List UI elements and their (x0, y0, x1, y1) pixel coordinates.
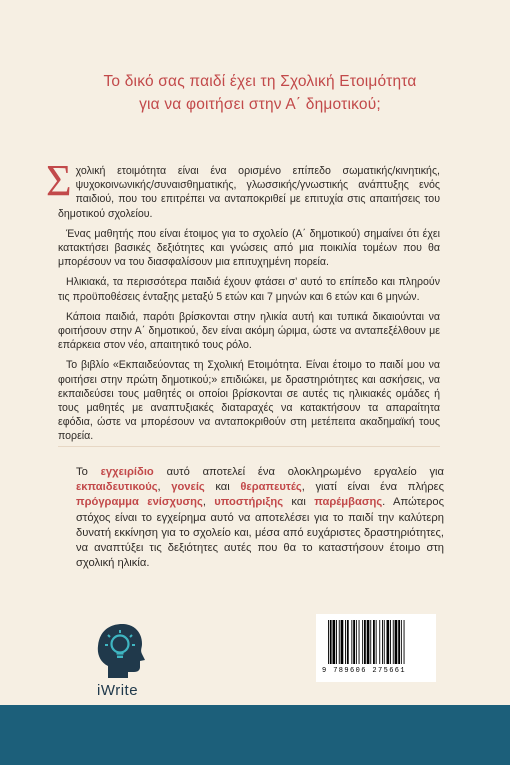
barcode (316, 614, 436, 682)
barcode-bar (351, 620, 352, 664)
summary-text-7: και (283, 496, 315, 509)
barcode-bar (404, 620, 405, 664)
paragraph-4: Κάποια παιδιά, παρότι βρίσκονται στην ηλικία αυτή και τυπικά δικαιούνται να φοιτήσουν στην Α΄ δημοτικού, δεν είναι ακόμη ώριμα, ώστε να ανταπεξέλθουν με επάρκεια στον νέο, απαιτητικό τους ρόλο. (58, 310, 440, 352)
barcode-bar (373, 620, 375, 664)
barcode-bar (353, 620, 355, 664)
paragraph-1-text: χολική ετοιμότητα είναι ένα ορισμένο επίπεδο σωματικής/κινητικής, ψυχοκοινωνικής/συναισθηματικής, γλωσσικής/γνωστικής ανάπτυξης ενός παιδιού, που του επιτρέπει να ανταποκριθεί με επιτυχία στις απαιτήσεις του δημοτικού σχολείου. (58, 165, 440, 220)
highlight-support-program: πρόγραμμα ενίσχυσης (76, 496, 203, 509)
barcode-bar (390, 620, 391, 664)
barcode-bar (401, 620, 402, 664)
barcode-bar (382, 620, 383, 664)
barcode-bar (370, 620, 371, 664)
highlight-therapists: θεραπευτές (240, 481, 302, 494)
title-line-2: για να φοιτήσει στην Α΄ δημοτικού; (139, 96, 381, 113)
barcode-bar (387, 620, 390, 664)
barcode-bar (333, 620, 336, 664)
barcode-bar (362, 620, 363, 664)
highlight-intervention: παρέμβασης (314, 496, 383, 509)
highlight-teachers: εκπαιδευτικούς (76, 481, 158, 494)
isbn-number: 9 789606 275661 (322, 667, 407, 675)
barcode-bar (379, 620, 380, 664)
barcode-bar (376, 620, 377, 664)
summary-text-8: . Απώτερος στόχος είναι το εγχείρημα αυτό να αποτελέσει για το παιδί την καλύτερη δυνατή εκκίνηση για το σχολείο και, μέσα από ευχάριστες δραστηριότητες, να αναπτύξει τις δεξιότητες αυτές που θα το καταστήσουν έτοιμο στη σχολική ηλικία. (76, 496, 444, 570)
paragraph-2: Ένας μαθητής που είναι έτοιμος για το σχολείο (Α΄ δημοτικού) σημαίνει ότι έχει κατακτήσει βασικές δεξιότητες και γνώσεις από μια ποικιλία τομέων που θα μπορέσουν να του διασφαλίσουν μια επιτυχημένη πορεία. (58, 227, 440, 269)
barcode-bars (326, 620, 426, 666)
barcode-bar (345, 620, 346, 664)
summary-text-4: και (204, 481, 241, 494)
summary-text-2: αυτό αποτελεί ένα ολοκληρωμένο εργαλείο για (153, 466, 445, 478)
summary-text-3: , (157, 481, 172, 494)
barcode-bar (336, 620, 337, 664)
paragraph-1 (46, 156, 440, 221)
highlight-handbook: εγχειρίδιο (100, 466, 154, 478)
barcode-bar (398, 620, 400, 664)
barcode-bar (339, 620, 340, 664)
summary-text-5: , γιατί είναι ένα πλήρες (301, 481, 445, 494)
barcode-bar (367, 620, 370, 664)
divider (58, 446, 440, 447)
cover-question-title (60, 70, 460, 116)
summary-text-1: Το (76, 466, 101, 478)
barcode-bar (359, 620, 360, 664)
barcode-bar (347, 620, 349, 664)
summary-text (76, 465, 444, 571)
summary-paragraph (76, 465, 444, 571)
footer-band (0, 705, 510, 765)
drop-cap: Σ (46, 156, 72, 205)
title-line-1: Το δικό σας παιδί έχει τη Σχολική Ετοιμότητα (103, 73, 417, 90)
publisher-name: iWrite (97, 682, 139, 699)
highlight-support: υποστήριξης (214, 496, 284, 509)
highlight-parents: γονείς (171, 481, 205, 494)
barcode-bar (330, 620, 332, 664)
barcode-bar (341, 620, 344, 664)
barcode-bar (364, 620, 366, 664)
summary-text-6: , (202, 496, 215, 509)
head-lightbulb-icon (94, 620, 146, 680)
paragraph-5: Το βιβλίο «Εκπαιδεύοντας τη Σχολική Ετοιμότητα. Είναι έτοιμο το παιδί μου να φοιτήσει στην πρώτη δημοτικού;» επιδιώκει, με δραστηριότητες και ασκήσεις, να εκπαιδεύσει τους μαθητές οι οποίοι βρίσκονται σε αυτές τις ηλικιακές ομάδες ή τους μαθητές με αναπτυξιακές διαταραχές να κατακτήσουν τα απαραίτητα εφόδια, ώστε να μπορέσουν να ανταποκριθούν στη μετέπειτα ακαδημαϊκή τους πορεία. (58, 359, 440, 443)
paragraph-3: Ηλικιακά, τα περισσότερα παιδιά έχουν φτάσει σ’ αυτό το επίπεδο και πληρούν τις προϋποθέσεις ένταξης μεταξύ 5 ετών και 7 μηνών και 6 ετών και 6 μηνών. (58, 276, 440, 303)
barcode-bar (356, 620, 357, 664)
barcode-bar (384, 620, 385, 664)
barcode-bar (393, 620, 394, 664)
barcode-bar (395, 620, 398, 664)
description-text (46, 156, 440, 450)
barcode-bar (328, 620, 329, 664)
